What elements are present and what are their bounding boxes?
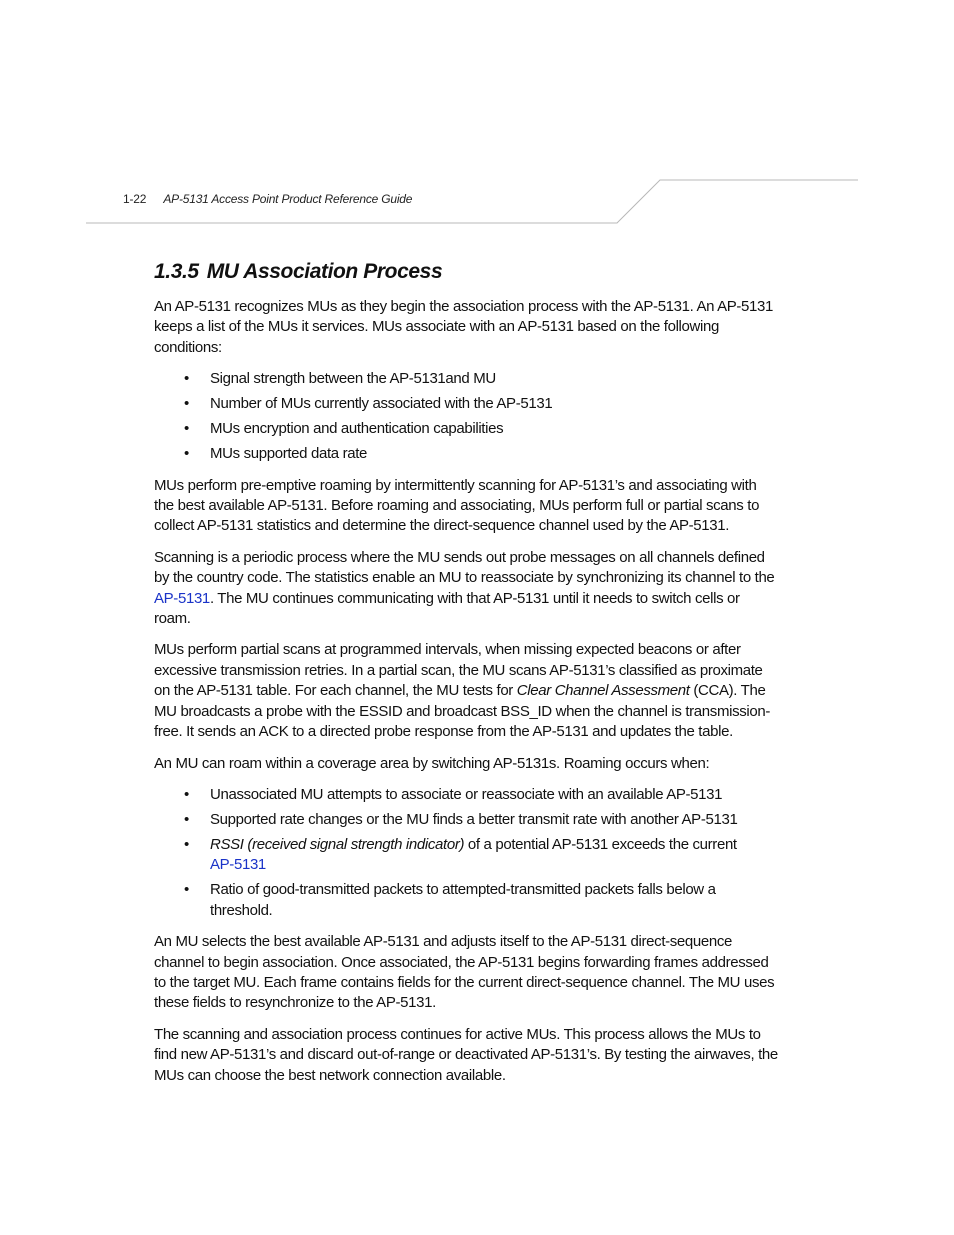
cca-term: Clear Channel Assessment bbox=[516, 682, 690, 700]
list-item: • Signal strength between the AP-5131and MU bbox=[154, 369, 778, 389]
paragraph-conclusion: The scanning and association process continues for active MUs. This process allows the MUs to find new AP-5131’s and discard out-of-range or deactivated AP-5131’s. By testing the airwaves, the MUs can choose the best network connection available. bbox=[154, 1025, 778, 1084]
section-number: 1.3.5 bbox=[154, 260, 199, 283]
list-item: • Unassociated MU attempts to associate or reassociate with an available AP-5131 bbox=[154, 785, 778, 805]
list-item: • MUs encryption and authentication capabilities bbox=[154, 419, 778, 439]
list-item: • MUs supported data rate bbox=[154, 444, 778, 464]
rssi-term: RSSI (received signal strength indicator) bbox=[210, 835, 465, 853]
guide-title: AP-5131 Access Point Product Reference Guide bbox=[163, 192, 413, 206]
bullet: • bbox=[184, 420, 189, 438]
running-header bbox=[123, 192, 412, 206]
bullet: • bbox=[184, 881, 189, 899]
list-item: • Supported rate changes or the MU finds a better transmit rate with another AP-5131 bbox=[154, 810, 778, 830]
section-title: MU Association Process bbox=[206, 260, 443, 283]
paragraph-scanning: Scanning is a periodic process where the MU sends out probe messages on all channels defined by the country code. The statistics enable an MU to reassociate by synchronizing its channel to the AP-5131. The MU continues communicating with that AP-5131 until it needs to switch cells or roam. bbox=[154, 548, 775, 628]
list-item: • RSSI (received signal strength indicator) of a potential AP-5131 exceeds the current AP-5131 bbox=[184, 835, 737, 874]
paragraph-association: An MU selects the best available AP-5131 and adjusts itself to the AP-5131 direct-sequence channel to begin association. Once associated, the AP-5131 begins forwarding frames addressed to the target MU. Each frame contains fields for the current direct-sequence channel. The MU uses these fields to resynchronize to the AP-5131. bbox=[154, 933, 775, 1012]
bullet: • bbox=[184, 810, 189, 828]
list-item: • Number of MUs currently associated with the AP-5131 bbox=[154, 394, 778, 414]
roaming-conditions-list bbox=[154, 785, 778, 921]
paragraph-roaming-intro: An MU can roam within a coverage area by switching AP-5131s. Roaming occurs when: bbox=[154, 754, 710, 772]
main-content bbox=[154, 258, 778, 1097]
conditions-list bbox=[154, 369, 778, 464]
paragraph-preemptive-roaming: MUs perform pre-emptive roaming by intermittently scanning for AP-5131’s and associating with the best available AP-5131. Before roaming and associating, MUs perform full or partial scans to collect AP-5131 statistics and determine the direct-sequence channel used by the AP-5131. bbox=[154, 476, 760, 535]
bullet: • bbox=[184, 395, 189, 413]
list-item: • Ratio of good-transmitted packets to attempted-transmitted packets falls below a threshold. bbox=[184, 881, 716, 919]
section-heading bbox=[154, 258, 778, 286]
page-number: 1-22 bbox=[123, 192, 147, 206]
paragraph-intro: An AP-5131 recognizes MUs as they begin the association process with the AP-5131. An AP-5131 keeps a list of the MUs it services. MUs associate with an AP-5131 based on the following conditions: bbox=[154, 298, 774, 356]
bullet: • bbox=[184, 370, 189, 388]
bullet: • bbox=[184, 445, 189, 463]
bullet: • bbox=[184, 785, 189, 803]
bullet: • bbox=[184, 835, 189, 853]
ap-5131-link[interactable]: AP-5131 bbox=[154, 589, 210, 607]
paragraph-partial-scans: MUs perform partial scans at programmed intervals, when missing expected beacons or after excessive transmission retries. In a partial scan, the MU scans AP-5131’s classified as proximate on the AP-5131 table. For each channel, the MU tests for Clear Channel Assessment (CCA). The MU broadcasts a probe with the ESSID and broadcast BSS_ID when the channel is transmission-free. It sends an ACK to a directed probe response from the AP-5131 and updates the table. bbox=[154, 641, 770, 741]
ap-5131-link[interactable]: AP-5131 bbox=[210, 856, 266, 874]
